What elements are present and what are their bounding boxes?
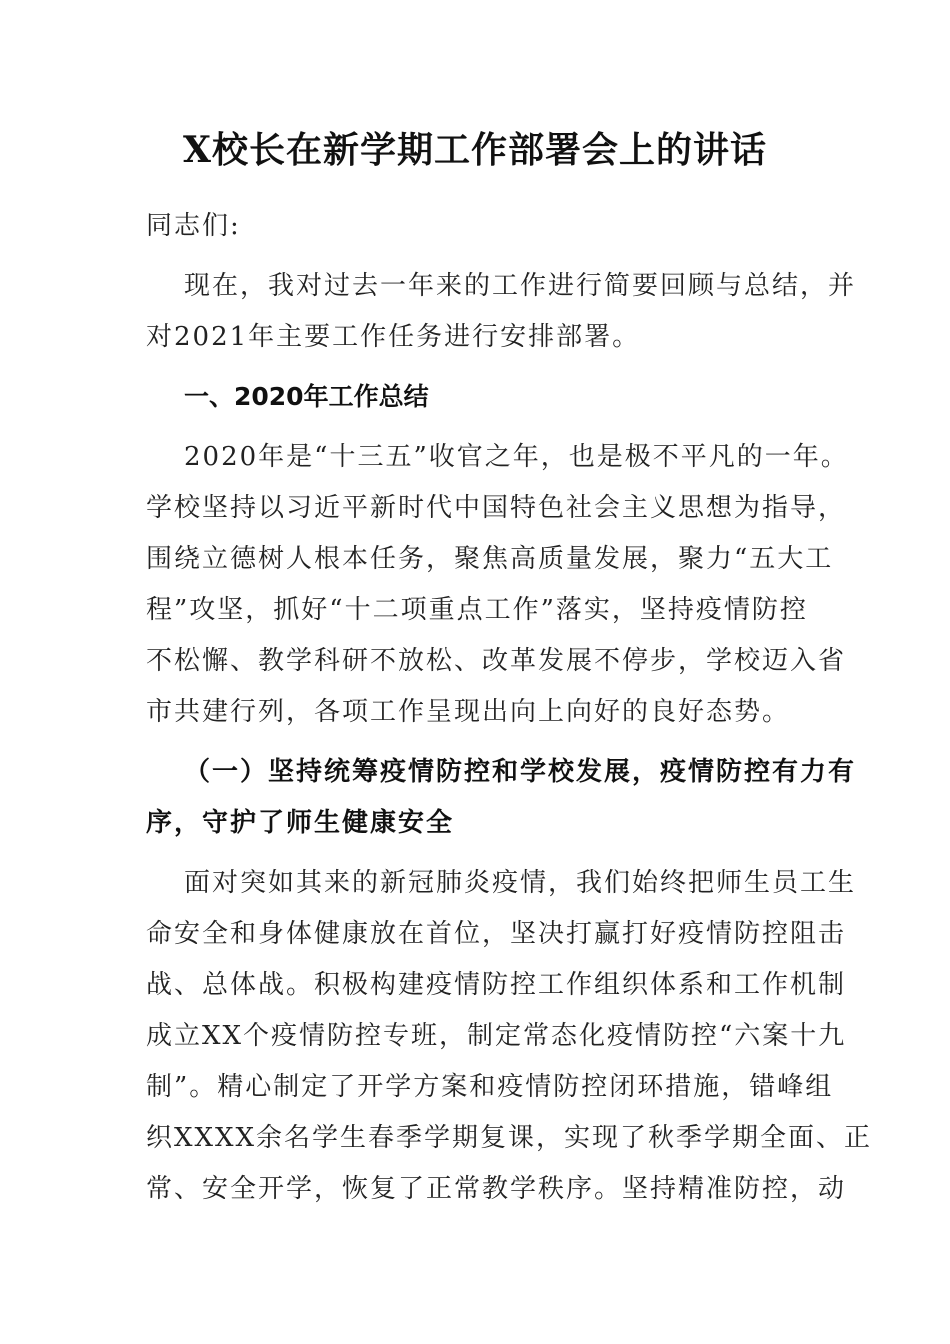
section1-paragraph-line-3: 围绕立德树人根本任务，聚焦高质量发展，聚力“五大工 xyxy=(146,544,834,574)
subsection1-heading-line-2: 序，守护了师生健康安全 xyxy=(146,808,455,838)
intro-line-1: 现在，我对过去一年来的工作进行简要回顾与总结，并 xyxy=(184,271,857,301)
subsection1-paragraph-line-3: 战、总体战。积极构建疫情防控工作组织体系和工作机制 xyxy=(146,970,847,1000)
subsection1-paragraph-line-5: 制”。精心制定了开学方案和疫情防控闭环措施，错峰组 xyxy=(146,1072,834,1102)
subsection1-paragraph-line-6: 织XXXX余名学生春季学期复课，实现了秋季学期全面、正 xyxy=(146,1123,873,1153)
section1-paragraph-line-4: 程”攻坚，抓好“十二项重点工作”落实，坚持疫情防控 xyxy=(146,595,808,625)
section1-paragraph-line-1: 2020年是“十三五”收官之年，也是极不平凡的一年。 xyxy=(184,442,849,472)
section1-paragraph-line-6: 市共建行列，各项工作呈现出向上向好的良好态势。 xyxy=(146,697,791,727)
document-title: X校长在新学期工作部署会上的讲话 xyxy=(183,129,767,171)
intro-line-2: 对2021年主要工作任务进行安排部署。 xyxy=(146,322,641,352)
greeting: 同志们: xyxy=(146,211,241,241)
subsection1-heading-line-1: （一）坚持统筹疫情防控和学校发展，疫情防控有力有 xyxy=(184,757,857,787)
section1-paragraph-line-2: 学校坚持以习近平新时代中国特色社会主义思想为指导， xyxy=(146,493,847,523)
subsection1-paragraph-line-4: 成立XX个疫情防控专班，制定常态化疫情防控“六案十九 xyxy=(146,1021,847,1051)
subsection1-paragraph-line-7: 常、安全开学，恢复了正常教学秩序。坚持精准防控，动 xyxy=(146,1174,847,1204)
subsection1-paragraph-line-2: 命安全和身体健康放在首位，坚决打赢打好疫情防控阻击 xyxy=(146,919,847,949)
section1-paragraph-line-5: 不松懈、教学科研不放松、改革发展不停步，学校迈入省 xyxy=(146,646,847,676)
section-heading-2020-summary: 一、2020年工作总结 xyxy=(184,382,429,411)
subsection1-paragraph-line-1: 面对突如其来的新冠肺炎疫情，我们始终把师生员工生 xyxy=(184,868,857,898)
